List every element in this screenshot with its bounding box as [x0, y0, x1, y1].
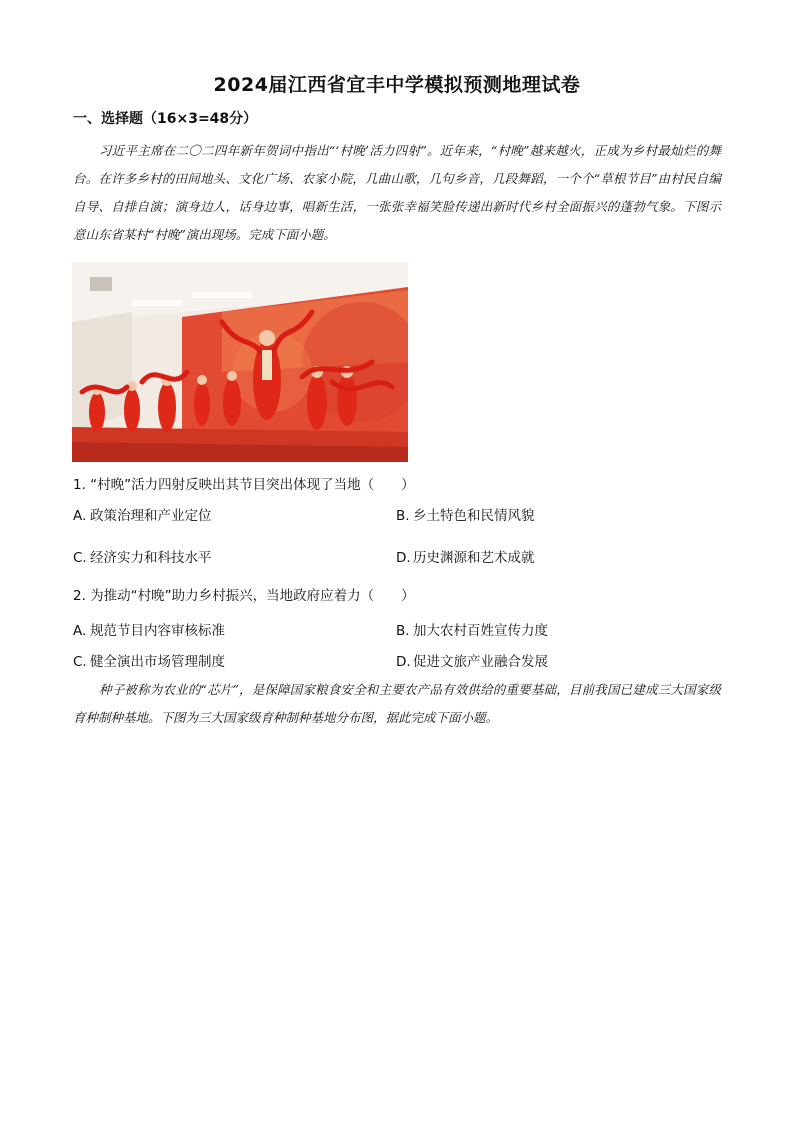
option-text: 经济实力和科技水平 — [90, 550, 212, 566]
option-text: 政策治理和产业定位 — [90, 508, 212, 524]
question-1-option-c — [73, 546, 212, 566]
option-text: 促进文旅产业融合发展 — [413, 654, 548, 670]
question-2-option-b — [396, 619, 548, 639]
question-2-option-a — [73, 619, 225, 639]
option-text: 规范节目内容审核标准 — [90, 623, 225, 639]
village-gala-photo — [72, 262, 408, 462]
option-letter: D. — [396, 550, 411, 566]
section-heading: 一、选择题（16×3=48分） — [73, 111, 258, 127]
option-text: 乡土特色和民情风貌 — [413, 508, 535, 524]
seed-base-paragraph: 种子被称为农业的“芯片”，是保障国家粮食安全和主要农产品有效供给的重要基础，目前我国已建成三大国家级育种制种基地。下图为三大国家级育种制种基地分布图，据此完成下面小题。 — [73, 682, 721, 725]
option-letter: C. — [73, 550, 87, 566]
question-1-option-b — [396, 504, 535, 524]
question-2-option-d — [396, 650, 548, 670]
question-2-option-c — [73, 650, 225, 670]
question-1-option-d — [396, 546, 535, 566]
intro-paragraph: 习近平主席在二〇二四年新年贺词中指出“‘村晚’活力四射”。近年来，“村晚”越来越火，正成为乡村最灿烂的舞台。在许多乡村的田间地头、文化广场、农家小院，几曲山歌，几句乡音，几段舞蹈，一个个“草根节目”由村民自编自导、自排自演；演身边人，话身边事，唱新生活，一张张幸福笑脸传递出新时代乡村全面振兴的蓬勃气象。下图示意山东省某村“村晚”演出现场。完成下面小题。 — [73, 143, 721, 242]
option-letter: B. — [396, 508, 410, 524]
option-letter: A. — [73, 508, 87, 524]
page-title: 2024届江西省宜丰中学模拟预测地理试卷 — [213, 74, 581, 96]
question-1-option-a — [73, 504, 212, 524]
option-letter: B. — [396, 623, 410, 639]
option-text: 健全演出市场管理制度 — [90, 654, 225, 670]
option-text: 加大农村百姓宣传力度 — [413, 623, 548, 639]
option-letter: C. — [73, 654, 87, 670]
option-text: 历史渊源和艺术成就 — [413, 550, 535, 566]
option-letter: A. — [73, 623, 87, 639]
question-1: 1. “村晚”活力四射反映出其节目突出体现了当地（ ） — [73, 477, 415, 493]
question-2: 2. 为推动“村晚”助力乡村振兴，当地政府应着力（ ） — [73, 588, 415, 604]
option-letter: D. — [396, 654, 411, 670]
